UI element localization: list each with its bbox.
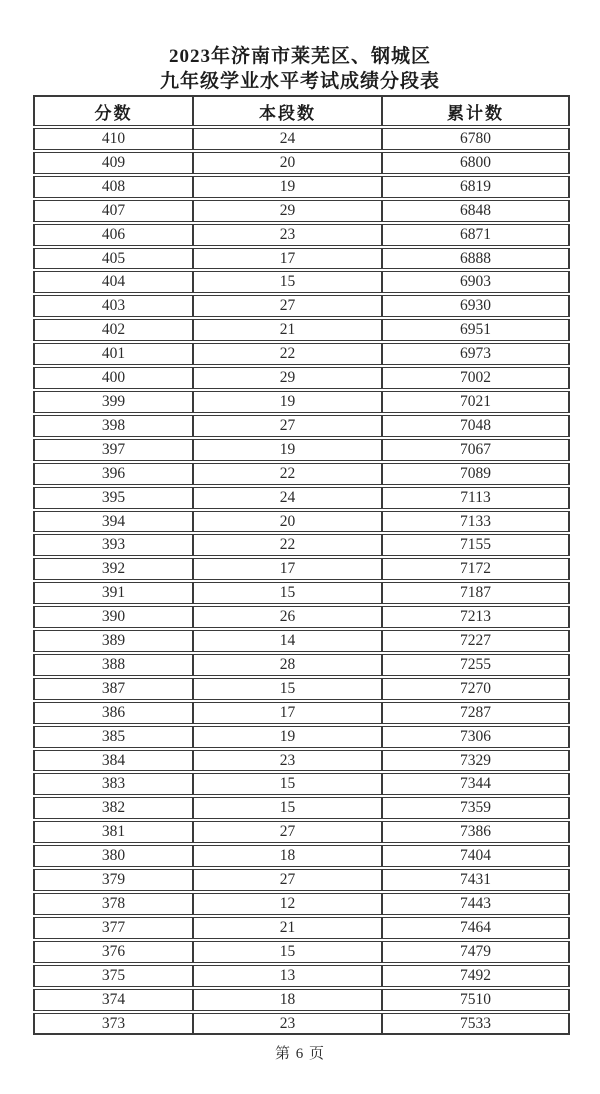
column-header-segment-count: 本段数 [193, 95, 382, 126]
cumulative-count-cell: 7002 [382, 367, 570, 389]
cumulative-count-cell: 7492 [382, 965, 570, 987]
segment-count-cell: 22 [193, 534, 382, 556]
score-cell: 382 [33, 797, 193, 819]
cumulative-count-cell: 7533 [382, 1013, 570, 1036]
cumulative-count-cell: 7172 [382, 558, 570, 580]
table-row [33, 941, 570, 963]
segment-count-cell: 22 [193, 343, 382, 365]
segment-count-cell: 22 [193, 463, 382, 485]
table-row [33, 271, 570, 293]
cumulative-count-cell: 6888 [382, 248, 570, 270]
column-header-score: 分数 [33, 95, 193, 126]
cumulative-count-cell: 6951 [382, 319, 570, 341]
cumulative-count-cell: 7113 [382, 487, 570, 509]
table-row [33, 152, 570, 174]
cumulative-count-cell: 7404 [382, 845, 570, 867]
cumulative-count-cell: 6930 [382, 295, 570, 317]
cumulative-count-cell: 7089 [382, 463, 570, 485]
segment-count-cell: 29 [193, 367, 382, 389]
score-cell: 407 [33, 200, 193, 222]
score-cell: 410 [33, 128, 193, 150]
segment-count-cell: 27 [193, 415, 382, 437]
segment-count-cell: 18 [193, 845, 382, 867]
table-row [33, 439, 570, 461]
cumulative-count-cell: 7021 [382, 391, 570, 413]
cumulative-count-cell: 7213 [382, 606, 570, 628]
segment-count-cell: 15 [193, 678, 382, 700]
document-title-line1: 2023年济南市莱芜区、钢城区 [168, 46, 431, 67]
score-cell: 378 [33, 893, 193, 915]
table-header-row [33, 95, 570, 126]
table-row [33, 319, 570, 341]
segment-count-cell: 21 [193, 917, 382, 939]
table-row [33, 1013, 570, 1036]
table-row [33, 773, 570, 795]
score-cell: 406 [33, 224, 193, 246]
cumulative-count-cell: 7048 [382, 415, 570, 437]
page-number: 第 6 页 [274, 1046, 325, 1062]
score-cell: 379 [33, 869, 193, 891]
document-title [0, 0, 600, 94]
cumulative-count-cell: 7155 [382, 534, 570, 556]
score-cell: 389 [33, 630, 193, 652]
table-row [33, 678, 570, 700]
score-cell: 373 [33, 1013, 193, 1036]
table-row [33, 821, 570, 843]
score-cell: 376 [33, 941, 193, 963]
segment-count-cell: 20 [193, 511, 382, 533]
cumulative-count-cell: 7306 [382, 726, 570, 748]
table-row [33, 845, 570, 867]
table-row [33, 511, 570, 533]
score-cell: 381 [33, 821, 193, 843]
column-header-cumulative-count: 累计数 [382, 95, 570, 126]
score-cell: 390 [33, 606, 193, 628]
score-distribution-table [33, 93, 570, 1037]
score-cell: 399 [33, 391, 193, 413]
table-row [33, 702, 570, 724]
score-cell: 405 [33, 248, 193, 270]
table-row [33, 750, 570, 772]
segment-count-cell: 27 [193, 869, 382, 891]
table-row [33, 295, 570, 317]
table-row [33, 343, 570, 365]
table-row [33, 248, 570, 270]
score-cell: 386 [33, 702, 193, 724]
score-cell: 392 [33, 558, 193, 580]
table-row [33, 176, 570, 198]
segment-count-cell: 23 [193, 1013, 382, 1036]
table-row [33, 463, 570, 485]
table-row [33, 917, 570, 939]
segment-count-cell: 15 [193, 941, 382, 963]
cumulative-count-cell: 7287 [382, 702, 570, 724]
score-cell: 394 [33, 511, 193, 533]
score-cell: 409 [33, 152, 193, 174]
segment-count-cell: 20 [193, 152, 382, 174]
segment-count-cell: 17 [193, 702, 382, 724]
score-cell: 374 [33, 989, 193, 1011]
score-cell: 404 [33, 271, 193, 293]
table-row [33, 534, 570, 556]
segment-count-cell: 17 [193, 558, 382, 580]
cumulative-count-cell: 6871 [382, 224, 570, 246]
score-cell: 403 [33, 295, 193, 317]
score-cell: 384 [33, 750, 193, 772]
cumulative-count-cell: 7443 [382, 893, 570, 915]
cumulative-count-cell: 6973 [382, 343, 570, 365]
cumulative-count-cell: 7270 [382, 678, 570, 700]
table-row [33, 726, 570, 748]
table-row [33, 893, 570, 915]
table-row [33, 582, 570, 604]
score-cell: 385 [33, 726, 193, 748]
cumulative-count-cell: 7227 [382, 630, 570, 652]
score-cell: 387 [33, 678, 193, 700]
score-cell: 395 [33, 487, 193, 509]
table-row [33, 989, 570, 1011]
segment-count-cell: 15 [193, 271, 382, 293]
table-row [33, 200, 570, 222]
cumulative-count-cell: 7510 [382, 989, 570, 1011]
cumulative-count-cell: 6903 [382, 271, 570, 293]
cumulative-count-cell: 7464 [382, 917, 570, 939]
table-row [33, 415, 570, 437]
segment-count-cell: 19 [193, 726, 382, 748]
segment-count-cell: 19 [193, 391, 382, 413]
segment-count-cell: 28 [193, 654, 382, 676]
segment-count-cell: 15 [193, 797, 382, 819]
cumulative-count-cell: 7359 [382, 797, 570, 819]
segment-count-cell: 24 [193, 487, 382, 509]
cumulative-count-cell: 7431 [382, 869, 570, 891]
cumulative-count-cell: 6848 [382, 200, 570, 222]
segment-count-cell: 29 [193, 200, 382, 222]
table-row [33, 558, 570, 580]
table-row [33, 224, 570, 246]
score-cell: 391 [33, 582, 193, 604]
segment-count-cell: 12 [193, 893, 382, 915]
cumulative-count-cell: 7187 [382, 582, 570, 604]
segment-count-cell: 26 [193, 606, 382, 628]
score-cell: 377 [33, 917, 193, 939]
segment-count-cell: 21 [193, 319, 382, 341]
score-cell: 402 [33, 319, 193, 341]
cumulative-count-cell: 7479 [382, 941, 570, 963]
segment-count-cell: 24 [193, 128, 382, 150]
segment-count-cell: 27 [193, 821, 382, 843]
segment-count-cell: 19 [193, 439, 382, 461]
score-table-body [33, 128, 570, 1035]
table-row [33, 869, 570, 891]
score-cell: 396 [33, 463, 193, 485]
segment-count-cell: 27 [193, 295, 382, 317]
cumulative-count-cell: 6800 [382, 152, 570, 174]
segment-count-cell: 13 [193, 965, 382, 987]
score-cell: 383 [33, 773, 193, 795]
segment-count-cell: 23 [193, 224, 382, 246]
score-cell: 401 [33, 343, 193, 365]
segment-count-cell: 17 [193, 248, 382, 270]
table-row [33, 391, 570, 413]
score-cell: 380 [33, 845, 193, 867]
score-cell: 375 [33, 965, 193, 987]
score-cell: 408 [33, 176, 193, 198]
cumulative-count-cell: 7386 [382, 821, 570, 843]
cumulative-count-cell: 7344 [382, 773, 570, 795]
segment-count-cell: 19 [193, 176, 382, 198]
cumulative-count-cell: 7133 [382, 511, 570, 533]
table-row [33, 965, 570, 987]
segment-count-cell: 18 [193, 989, 382, 1011]
table-row [33, 128, 570, 150]
score-cell: 393 [33, 534, 193, 556]
segment-count-cell: 15 [193, 582, 382, 604]
score-cell: 388 [33, 654, 193, 676]
table-row [33, 367, 570, 389]
cumulative-count-cell: 7067 [382, 439, 570, 461]
segment-count-cell: 14 [193, 630, 382, 652]
score-cell: 400 [33, 367, 193, 389]
table-row [33, 797, 570, 819]
document-title-line2: 九年级学业水平考试成绩分段表 [159, 71, 440, 92]
segment-count-cell: 23 [193, 750, 382, 772]
cumulative-count-cell: 7255 [382, 654, 570, 676]
segment-count-cell: 15 [193, 773, 382, 795]
score-cell: 397 [33, 439, 193, 461]
cumulative-count-cell: 6819 [382, 176, 570, 198]
table-row [33, 606, 570, 628]
cumulative-count-cell: 7329 [382, 750, 570, 772]
table-row [33, 487, 570, 509]
table-row [33, 630, 570, 652]
table-row [33, 654, 570, 676]
cumulative-count-cell: 6780 [382, 128, 570, 150]
score-cell: 398 [33, 415, 193, 437]
